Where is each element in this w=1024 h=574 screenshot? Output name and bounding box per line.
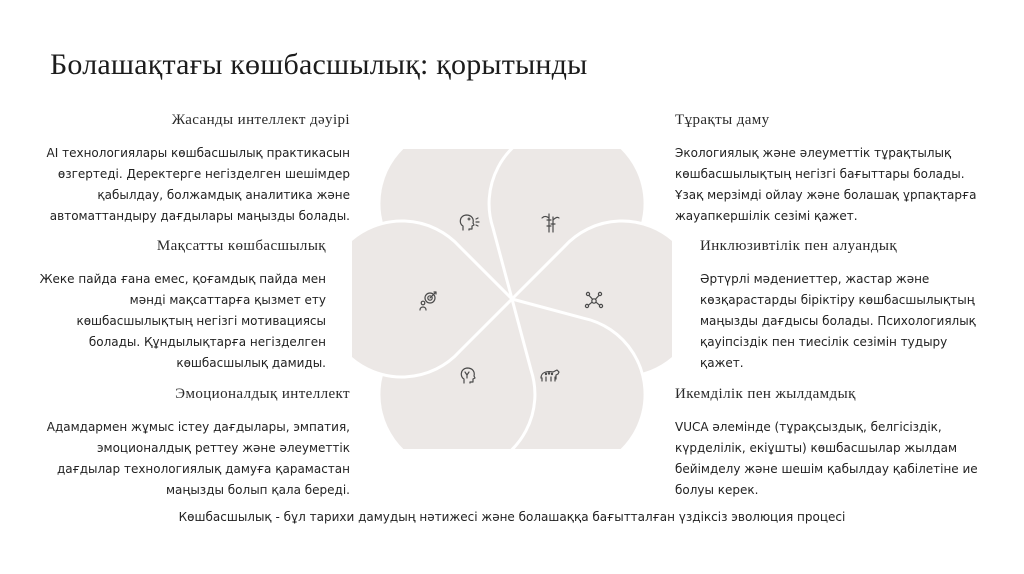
inclusivity-text: Әртүрлі мәдениеттер, жастар және көзқарастарды біріктіру көшбасшылықтың маңызды дағдысы болады. Психологиялық қауіпсіздік пен тиесілік сезімін тудыру қажет. — [700, 272, 976, 370]
purpose-leadership-block — [20, 238, 326, 374]
purpose-leadership-text: Жеке пайда ғана емес, қоғамдық пайда мен мәнді мақсаттарға қызмет ету көшбасшылықтың негізгі мотивациясы болады. Құндылықтарға негізделген көшбасшылық дамиды. — [39, 272, 326, 370]
emotional-intelligence-heading: Эмоционалдық интеллект — [175, 386, 350, 402]
ai-era-heading: Жасанды интеллект дәуірі — [171, 112, 350, 128]
sustainable-development-block — [675, 112, 985, 227]
emotional-intelligence-text: Адамдармен жұмыс істеу дағдылары, эмпатия, эмоционалдық реттеу және әлеуметтік дағдылар технологиялық дамуға қарамастан маңызды болып қала береді. — [46, 420, 350, 497]
agility-text: VUCA әлемінде (тұрақсыздық, белгісіздік, күрделілік, екіұшты) көшбасшылар жылдам бейімделу және шешім қабылдау қабілетіне ие болуы керек. — [675, 420, 978, 497]
sustainable-development-text: Экологиялық және әлеуметтік тұрақтылық көшбасшылықтың негізгі бағыттары болады. Ұзақ мерзімді ойлау және болашақ ұрпақтарға жауапкершілік сезімі қажет. — [675, 146, 977, 223]
flower-diagram — [352, 149, 672, 449]
ai-era-block — [40, 112, 350, 227]
inclusivity-block — [700, 238, 990, 374]
sustainable-development-heading: Тұрақты даму — [675, 112, 770, 128]
footer-note: Көшбасшылық - бұл тарихи дамудың нәтижесі және болашаққа бағытталған үздіксіз эволюция процесі — [178, 510, 846, 524]
emotional-intelligence-block — [40, 386, 350, 501]
page-title: Болашақтағы көшбасшылық: қорытынды — [50, 48, 588, 81]
ai-era-text: AI технологиялары көшбасшылық практикасын өзгертеді. Деректерге негізделген шешімдер қабылдау, болжамдық аналитика және автоматтандыру дағдылары маңызды болады. — [46, 146, 350, 223]
purpose-leadership-heading: Мақсатты көшбасшылық — [156, 238, 326, 254]
agility-heading: Икемділік пен жылдамдық — [675, 386, 856, 402]
inclusivity-heading: Инклюзивтілік пен алуандық — [700, 238, 898, 254]
agility-block — [675, 386, 985, 501]
